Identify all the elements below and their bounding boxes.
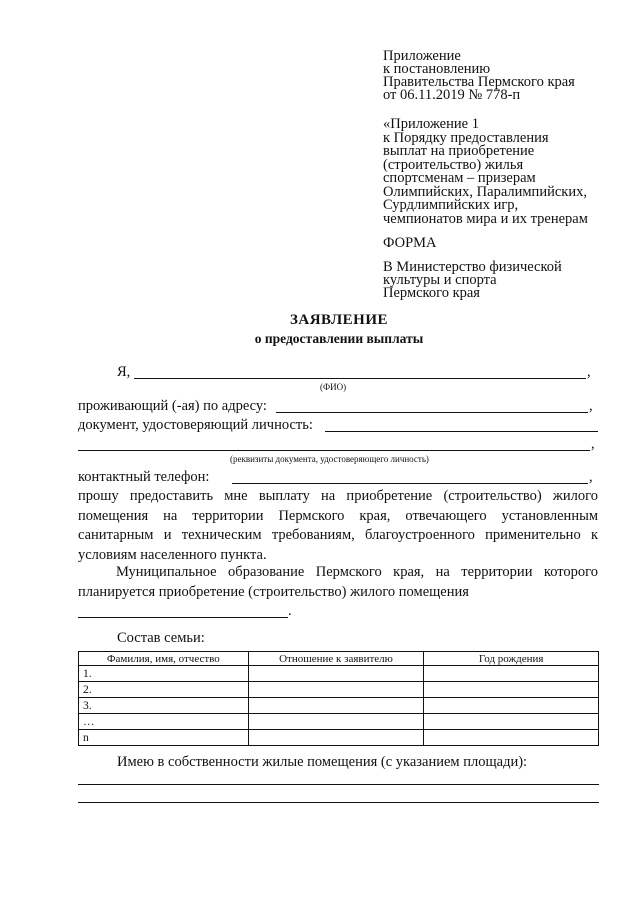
annex-line: Сурдлимпийских игр, [383, 197, 519, 213]
request-paragraph: прошу предоставить мне выплату на приобретение (строительство) жилого помещения на территории Пермского края, отвечающего установленным санитарным и техническим требованиям, благоустроенного применительно к условиям населенного пункта. [78, 488, 598, 563]
relation-cell[interactable] [248, 730, 424, 746]
annex-line: Олимпийских, Паралимпийских, [383, 183, 587, 200]
document-label: документ, удостоверяющий личность: [78, 417, 313, 433]
column-header: Фамилия, имя, отчество [79, 652, 249, 666]
appendix-line: от 06.11.2019 № 778-п [383, 87, 521, 103]
municipality-field[interactable] [78, 617, 288, 618]
document-title: ЗАЯВЛЕНИЕ [289, 312, 389, 328]
table-row [79, 714, 599, 730]
property-field-line[interactable] [78, 802, 599, 803]
family-table [78, 651, 599, 746]
appendix-line: Правительства Пермского края [383, 74, 575, 90]
annex-line: чемпионатов мира и их тренерам [383, 210, 588, 227]
table-row [79, 730, 599, 746]
column-header: Отношение к заявителю [248, 652, 424, 666]
annex-line: «Приложение 1 [383, 116, 479, 132]
property-label: Имею в собственности жилые помещения (с указанием площади): [117, 754, 528, 770]
annex-reference [383, 118, 588, 226]
table-row [79, 682, 599, 698]
municipality-paragraph: Муниципальное образование Пермского края, на территории которого планируется приобретение (строительство) жилого помещения [78, 564, 598, 600]
table-header-row [79, 652, 599, 666]
address-field[interactable] [276, 412, 588, 413]
table-row [79, 666, 599, 682]
birth-year-cell[interactable] [424, 714, 599, 730]
appendix-line: к постановлению [383, 61, 491, 77]
annex-line: к Порядку предоставления [383, 129, 549, 146]
row-number[interactable]: 3. [79, 698, 249, 714]
phone-comma: , [589, 469, 593, 485]
birth-year-cell[interactable] [424, 698, 599, 714]
document-field-continuation[interactable] [78, 450, 590, 451]
form-label: ФОРМА [383, 235, 437, 251]
family-label: Состав семьи: [117, 630, 205, 646]
row-number[interactable]: 1. [79, 666, 249, 682]
phone-field[interactable] [232, 483, 588, 484]
addressee-line: В Министерство физической [383, 259, 562, 275]
row-number[interactable]: n [79, 730, 249, 746]
document-subtitle: о предоставлении выплаты [254, 331, 424, 346]
relation-cell[interactable] [248, 666, 424, 682]
phone-label: контактный телефон: [78, 469, 210, 485]
row-number[interactable]: 2. [79, 682, 249, 698]
appendix-line: Приложение [383, 48, 461, 64]
fio-caption: (ФИО) [320, 382, 347, 392]
i-label: Я, [117, 364, 131, 380]
relation-cell[interactable] [248, 698, 424, 714]
annex-line: выплат на приобретение [383, 143, 535, 159]
annex-line: спортсменам – призерам [383, 170, 536, 186]
relation-cell[interactable] [248, 714, 424, 730]
annex-line: (строительство) жилья [383, 156, 524, 173]
addressee-line: Пермского края [383, 285, 480, 301]
addressee-block [383, 261, 562, 300]
fio-field[interactable] [134, 378, 586, 379]
document-field[interactable] [325, 431, 598, 432]
property-field-line[interactable] [78, 784, 599, 785]
address-comma: , [589, 398, 593, 414]
fio-comma: , [587, 364, 591, 380]
row-number[interactable]: … [79, 714, 249, 730]
table-row [79, 698, 599, 714]
municipality-period: . [288, 603, 292, 619]
birth-year-cell[interactable] [424, 730, 599, 746]
address-label: проживающий (-ая) по адресу: [78, 398, 267, 414]
relation-cell[interactable] [248, 682, 424, 698]
document-caption: (реквизиты документа, удостоверяющего личность) [230, 454, 429, 464]
addressee-line: культуры и спорта [383, 272, 497, 288]
birth-year-cell[interactable] [424, 682, 599, 698]
document-comma: , [591, 436, 595, 452]
column-header: Год рождения [424, 652, 599, 666]
appendix-reference [383, 50, 575, 102]
birth-year-cell[interactable] [424, 666, 599, 682]
